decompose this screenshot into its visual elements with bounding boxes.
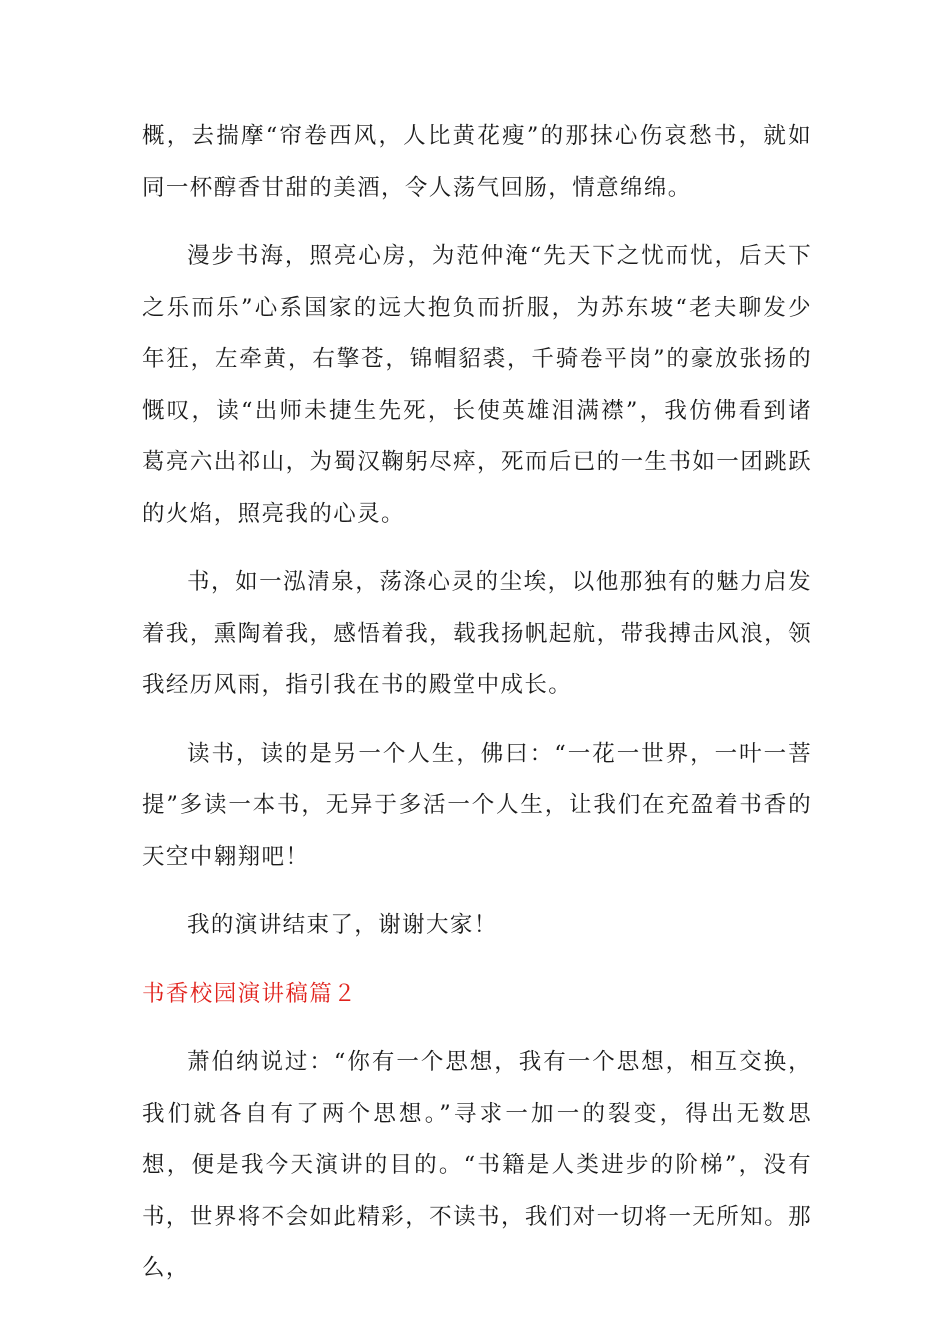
paragraph-gap [142,1020,812,1037]
paragraph: 漫步书海，照亮心房，为范仲淹“先天下之忧而忧，后天下之乐而乐”心系国家的远大抱负而折服，为苏东坡“老夫聊发少年狂，左牵黄，右擎苍，锦帽貂裘，千骑卷平岗”的豪放张扬的慨叹，读“出师未捷生先死，长使英雄泪满襟”，我仿佛看到诸葛亮六出祁山，为蜀汉鞠躬尽瘁，死而后已的一生书如一团跳跃的火焰，照亮我的心灵。 [142,243,812,527]
closing-paragraph: 我的演讲结束了，谢谢大家！ [187,912,498,938]
paragraph: 书，如一泓清泉，荡涤心灵的尘埃，以他那独有的魅力启发着我，熏陶着我，感悟着我，载我扬帆起航，带我搏击风浪，领我经历风雨，指引我在书的殿堂中成长。 [142,569,812,698]
paragraph: 概，去揣摩“帘卷西风，人比黄花瘦”的那抹心伤哀愁书，就如同一杯醇香甘甜的美酒，令人荡气回肠，情意绵绵。 [142,123,812,201]
paragraph-gap [142,214,812,231]
paragraph: 读书，读的是另一个人生，佛曰：“一花一世界，一叶一菩提”多读一本书，无异于多活一个人生，让我们在充盈着书香的天空中翱翔吧！ [142,740,812,870]
paragraph-gap [142,952,812,969]
document-body [142,111,812,1295]
paragraph-gap [142,540,812,557]
paragraph-gap [142,883,812,900]
paragraph: 萧伯纳说过：“你有一个思想，我有一个思想，相互交换，我们就各自有了两个思想。”寻求一加一的裂变，得出无数思想，便是我今天演讲的目的。“书籍是人类进步的阶梯”，没有书，世界将不会如此精彩，不读书，我们对一切将一无所知。那么， [142,1049,812,1281]
section-heading: 书香校园演讲稿篇２ [142,980,358,1007]
paragraph-gap [142,712,812,729]
